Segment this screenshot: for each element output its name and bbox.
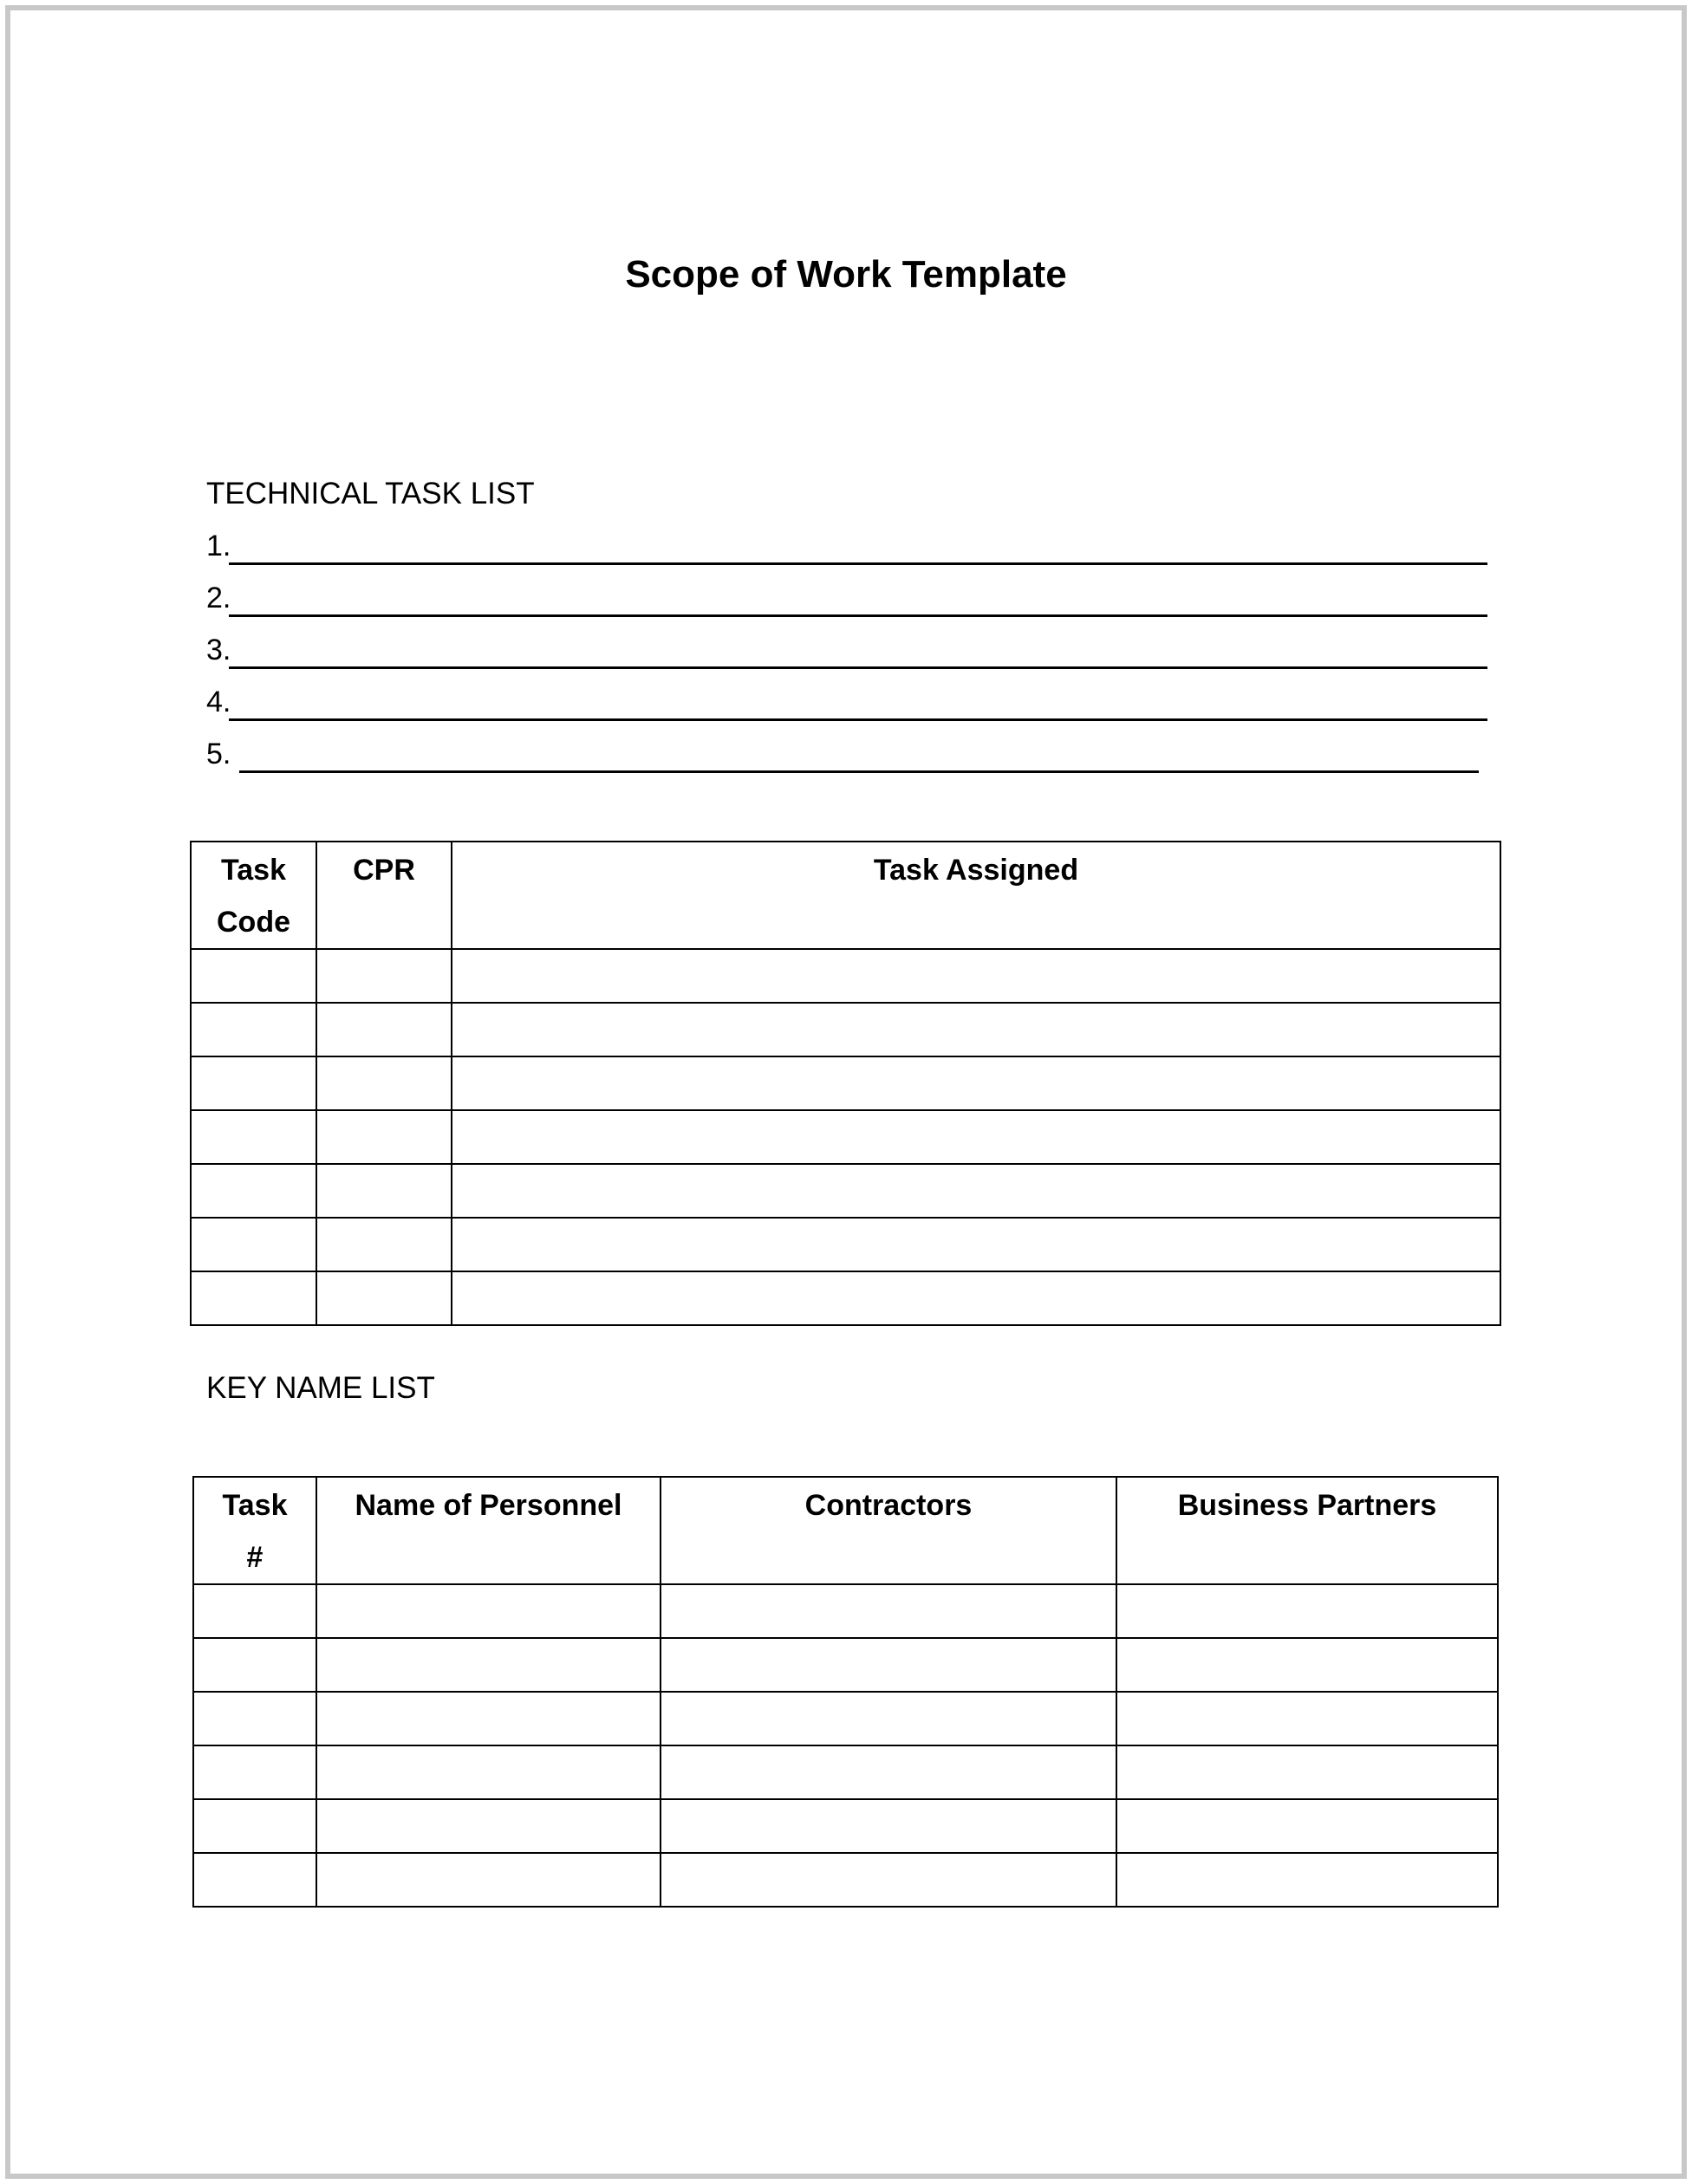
task-table-row [191, 1056, 1500, 1110]
table-cell[interactable] [316, 1692, 661, 1745]
header-contractors: Contractors [661, 1477, 1116, 1584]
table-cell[interactable] [193, 1853, 316, 1907]
task-line-2[interactable] [206, 579, 1487, 617]
task-line-rule [239, 770, 1479, 773]
name-table-body [193, 1584, 1498, 1907]
table-cell[interactable] [452, 949, 1500, 1003]
task-line-3[interactable] [206, 631, 1487, 669]
page-title: Scope of Work Template [625, 253, 1067, 296]
task-line-rule [229, 666, 1487, 669]
table-cell[interactable] [452, 1164, 1500, 1218]
task-table-body [191, 949, 1500, 1325]
table-cell[interactable] [316, 1218, 452, 1271]
name-table-row [193, 1584, 1498, 1638]
name-table-row [193, 1853, 1498, 1907]
name-table-row [193, 1692, 1498, 1745]
task-line-rule [229, 718, 1487, 721]
task-table-row [191, 1003, 1500, 1056]
key-name-list-heading: KEY NAME LIST [206, 1371, 435, 1405]
table-cell[interactable] [193, 1692, 316, 1745]
table-cell[interactable] [191, 1003, 316, 1056]
table-cell[interactable] [193, 1799, 316, 1853]
task-table-row [191, 1110, 1500, 1164]
table-cell[interactable] [452, 1218, 1500, 1271]
task-line-number: 3. [206, 634, 231, 666]
name-table-row [193, 1638, 1498, 1692]
task-table-row [191, 949, 1500, 1003]
table-cell[interactable] [1116, 1853, 1498, 1907]
table-cell[interactable] [1116, 1638, 1498, 1692]
table-cell[interactable] [452, 1271, 1500, 1325]
table-cell[interactable] [316, 1584, 661, 1638]
task-line-rule [229, 562, 1487, 565]
header-task-assigned: Task Assigned [452, 842, 1500, 949]
header-task-code: Task Code [191, 842, 316, 949]
table-cell[interactable] [191, 1164, 316, 1218]
table-cell[interactable] [191, 1110, 316, 1164]
task-line-number: 1. [206, 530, 231, 562]
table-cell[interactable] [661, 1799, 1116, 1853]
header-name-of-personnel: Name of Personnel [316, 1477, 661, 1584]
name-table-header-row [193, 1477, 1498, 1584]
task-line-rule [229, 614, 1487, 617]
table-cell[interactable] [661, 1745, 1116, 1799]
table-cell[interactable] [661, 1584, 1116, 1638]
header-business-partners: Business Partners [1116, 1477, 1498, 1584]
task-table-row [191, 1218, 1500, 1271]
table-cell[interactable] [661, 1638, 1116, 1692]
task-line-number: 5. [206, 738, 231, 770]
task-line-1[interactable] [206, 527, 1487, 565]
table-cell[interactable] [452, 1110, 1500, 1164]
table-cell[interactable] [316, 1799, 661, 1853]
task-table-row [191, 1164, 1500, 1218]
table-cell[interactable] [193, 1584, 316, 1638]
technical-task-list-heading: TECHNICAL TASK LIST [206, 477, 535, 510]
task-line-number: 4. [206, 686, 231, 718]
table-cell[interactable] [191, 1056, 316, 1110]
table-cell[interactable] [1116, 1692, 1498, 1745]
task-table-header-row [191, 842, 1500, 949]
table-cell[interactable] [316, 1056, 452, 1110]
name-table-row [193, 1745, 1498, 1799]
table-cell[interactable] [1116, 1799, 1498, 1853]
task-table-row [191, 1271, 1500, 1325]
table-cell[interactable] [316, 1745, 661, 1799]
table-cell[interactable] [191, 1218, 316, 1271]
header-cpr: CPR [316, 842, 452, 949]
table-cell[interactable] [191, 1271, 316, 1325]
task-table [190, 841, 1501, 1326]
table-cell[interactable] [1116, 1745, 1498, 1799]
table-cell[interactable] [1116, 1584, 1498, 1638]
header-task-number: Task # [193, 1477, 316, 1584]
task-line-4[interactable] [206, 683, 1487, 721]
table-cell[interactable] [316, 1853, 661, 1907]
table-cell[interactable] [193, 1745, 316, 1799]
table-cell[interactable] [452, 1056, 1500, 1110]
table-cell[interactable] [452, 1003, 1500, 1056]
table-cell[interactable] [316, 949, 452, 1003]
task-line-number: 2. [206, 582, 231, 614]
name-table-row [193, 1799, 1498, 1853]
table-cell[interactable] [316, 1003, 452, 1056]
table-cell[interactable] [193, 1638, 316, 1692]
task-line-5[interactable] [206, 735, 1479, 773]
table-cell[interactable] [661, 1853, 1116, 1907]
key-name-table [192, 1476, 1499, 1908]
table-cell[interactable] [316, 1638, 661, 1692]
table-cell[interactable] [191, 949, 316, 1003]
table-cell[interactable] [316, 1271, 452, 1325]
table-cell[interactable] [316, 1164, 452, 1218]
table-cell[interactable] [661, 1692, 1116, 1745]
table-cell[interactable] [316, 1110, 452, 1164]
